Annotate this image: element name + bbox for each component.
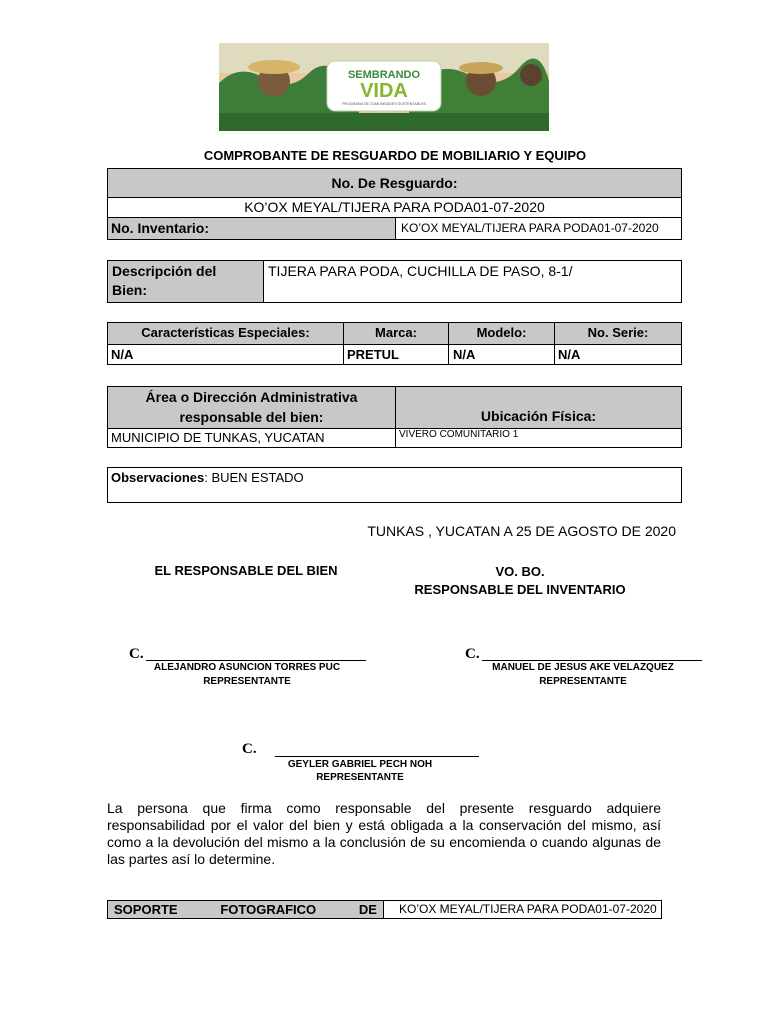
signature-line-center — [275, 756, 479, 757]
place-date: TUNKAS , YUCATAN A 25 DE AGOSTO DE 2020 — [367, 523, 676, 539]
observations-value: : BUEN ESTADO — [204, 470, 304, 485]
resguardo-value: KO’OX MEYAL/TIJERA PARA PODA01-07-2020 — [244, 199, 545, 215]
signer-name-right: MANUEL DE JESUS AKE VELAZQUEZ — [492, 662, 674, 673]
area-value: MUNICIPIO DE TUNKAS, YUCATAN — [111, 430, 325, 445]
vobo-title: VO. BO. RESPONSABLE DEL INVENTARIO — [414, 564, 626, 597]
value-marca: PRETUL — [347, 347, 399, 362]
sig-prefix-center: C. — [242, 741, 257, 757]
signature-line-left — [146, 660, 366, 661]
col-header-caracteristicas: Características Especiales: — [141, 325, 310, 340]
signer-role-center: REPRESENTANTE — [316, 772, 404, 783]
ubicacion-label: Ubicación Física: — [480, 408, 597, 424]
description-label: Descripción del Bien: — [108, 261, 263, 302]
photo-support-value: KO’OX MEYAL/TIJERA PARA PODA01-07-2020 — [399, 902, 657, 916]
col-header-modelo: Modelo: — [476, 325, 527, 340]
col-header-marca: Marca: — [375, 325, 417, 340]
signer-name-center: GEYLER GABRIEL PECH NOH — [287, 759, 433, 770]
document-title: COMPROBANTE DE RESGUARDO DE MOBILIARIO Y EQUIPO — [203, 148, 587, 163]
ubicacion-value: VIVERO COMUNITARIO 1 — [399, 429, 519, 440]
inventory-value: KO’OX MEYAL/TIJERA PARA PODA01-07-2020 — [401, 221, 659, 235]
inventory-label: No. Inventario: — [108, 218, 395, 239]
photo-support-label: SOPORTE FOTOGRAFICO DE — [108, 901, 383, 918]
svg-text:PROGRAMA DE COMUNIDADES SUSTEN: PROGRAMA DE COMUNIDADES SUSTENTABLES — [342, 102, 426, 106]
signer-role-left: REPRESENTANTE — [203, 676, 291, 687]
sig-prefix-left: C. — [129, 646, 144, 662]
col-header-serie: No. Serie: — [587, 325, 649, 340]
area-table — [107, 386, 682, 448]
svg-text:SEMBRANDO: SEMBRANDO — [347, 69, 421, 81]
signer-role-right: REPRESENTANTE — [539, 676, 627, 687]
photo-support-row — [107, 900, 662, 919]
signature-line-right — [482, 660, 702, 661]
signer-name-left: ALEJANDRO ASUNCION TORRES PUC — [153, 662, 341, 673]
sig-prefix-right: C. — [465, 646, 480, 662]
characteristics-table — [107, 322, 682, 365]
svg-text:VIDA: VIDA — [360, 80, 408, 102]
area-label: Área o Dirección Administrativa responsable del bien: — [145, 389, 358, 425]
resguardo-label: No. De Resguardo: — [108, 169, 681, 197]
value-serie: N/A — [558, 347, 581, 362]
sembrando-vida-banner — [219, 43, 549, 131]
value-caracteristicas: N/A — [111, 347, 134, 362]
disclaimer-paragraph: La persona que firma como responsable del presente resguardo adquiere responsabilidad por el valor del bien y está obligada a la conservación del mismo, así como a la devolución del mismo a la conclusión de su encomienda o cuando algunas de las partes así lo determine. — [107, 800, 661, 867]
responsible-title: EL RESPONSABLE DEL BIEN — [154, 563, 338, 578]
description-table — [107, 260, 682, 303]
observations-label: Observaciones — [111, 470, 205, 485]
resguardo-table — [107, 168, 682, 240]
value-modelo: N/A — [453, 347, 476, 362]
description-value: TIJERA PARA PODA, CUCHILLA DE PASO, 8-1/ — [268, 263, 573, 279]
observations-box — [107, 467, 682, 503]
